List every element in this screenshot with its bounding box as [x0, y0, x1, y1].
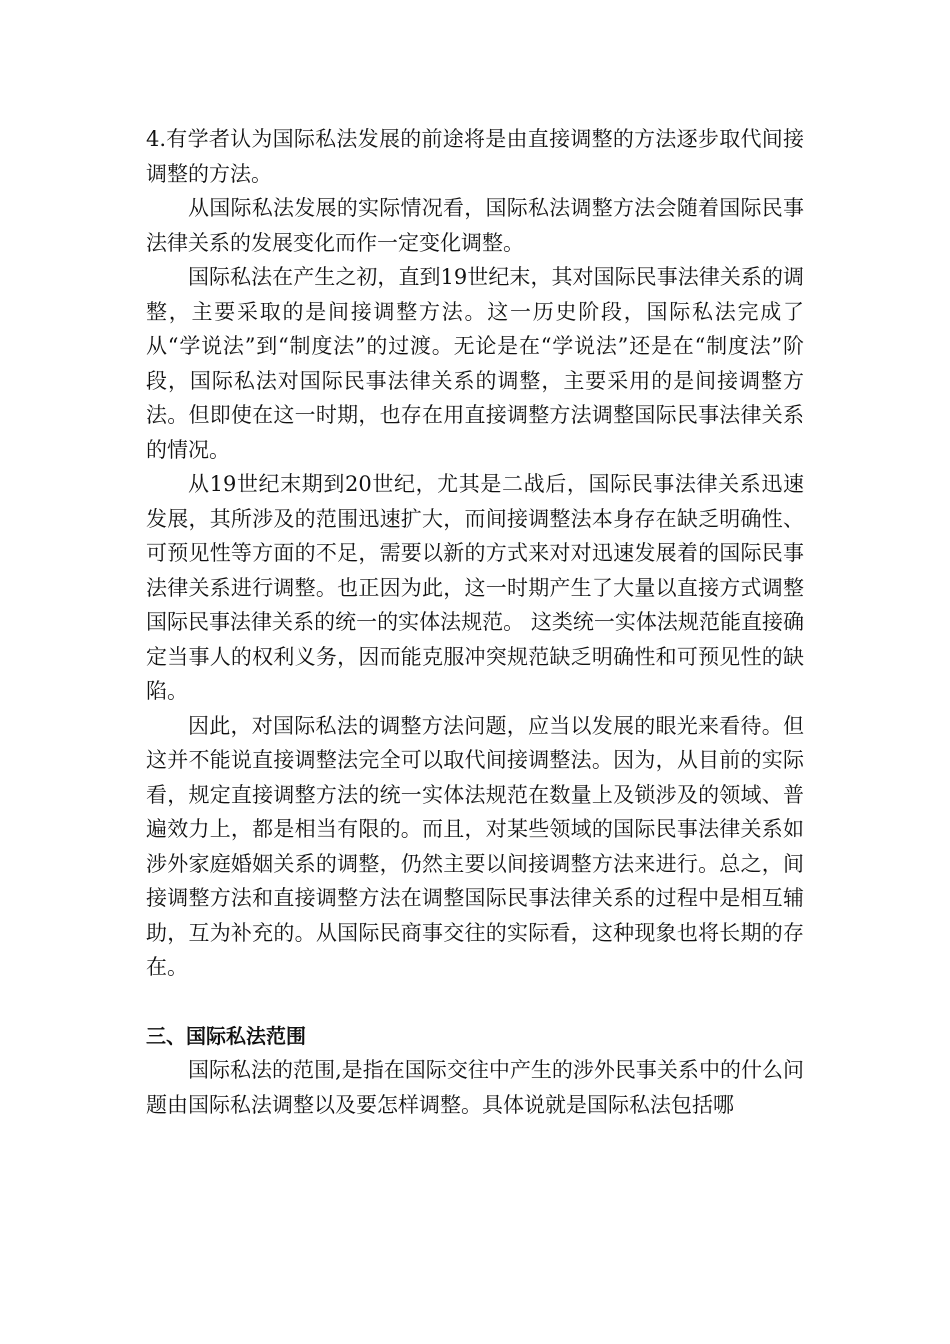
- paragraph-conclusion: 因此，对国际私法的调整方法问题，应当以发展的眼光来看待。但这并不能说直接调整法完全可以取代间接调整法。因为，从目前的实际看，规定直接调整方法的统一实体法规范在数量上及锁涉及的领域、普遍效力上，都是相当有限的。而且，对某些领域的国际民事法律关系如涉外家庭婚姻关系的调整，仍然主要以间接调整方法来进行。总之，间接调整方法和直接调整方法在调整国际民事法律关系的过程中是相互辅助，互为补充的。从国际民商事交往的实际看，这种现象也将长期的存在。: [146, 713, 804, 979]
- paragraph-point-4: 4.有学者认为国际私法发展的前途将是由直接调整的方法逐步取代间接调整的方法。: [146, 127, 804, 186]
- document-body: [146, 122, 804, 1122]
- paragraph-20th-century: 从19世纪末期到20世纪，尤其是二战后，国际民事法律关系迅速发展，其所涉及的范围迅速扩大，而间接调整法本身存在缺乏明确性、可预见性等方面的不足，需要以新的方式来对对迅速发展着的国际民事法律关系进行调整。也正因为此，这一时期产生了大量以直接方式调整国际民事法律关系的统一的实体法规范。 这类统一实体法规范能直接确定当事人的权利义务，因而能克服冲突规范缺乏明确性和可预见性的缺陷。: [146, 472, 804, 703]
- paragraph-practice: 从国际私法发展的实际情况看，国际私法调整方法会随着国际民事法律关系的发展变化而作一定变化调整。: [146, 196, 804, 255]
- paragraph-scope: 国际私法的范围,是指在国际交往中产生的涉外民事关系中的什么问题由国际私法调整以及要怎样调整。具体说就是国际私法包括哪: [146, 1058, 804, 1117]
- section-heading: 三、国际私法范围: [146, 1023, 306, 1048]
- paragraph-history-indirect: 国际私法在产生之初，直到19世纪末，其对国际民事法律关系的调整，主要采取的是间接调整方法。这一历史阶段，国际私法完成了从“学说法”到“制度法”的过渡。无论是在“学说法”还是在“制度法”阶段，国际私法对国际民事法律关系的调整，主要采用的是间接调整方法。但即使在这一时期，也存在用直接调整方法调整国际民事法律关系的情况。: [146, 265, 804, 462]
